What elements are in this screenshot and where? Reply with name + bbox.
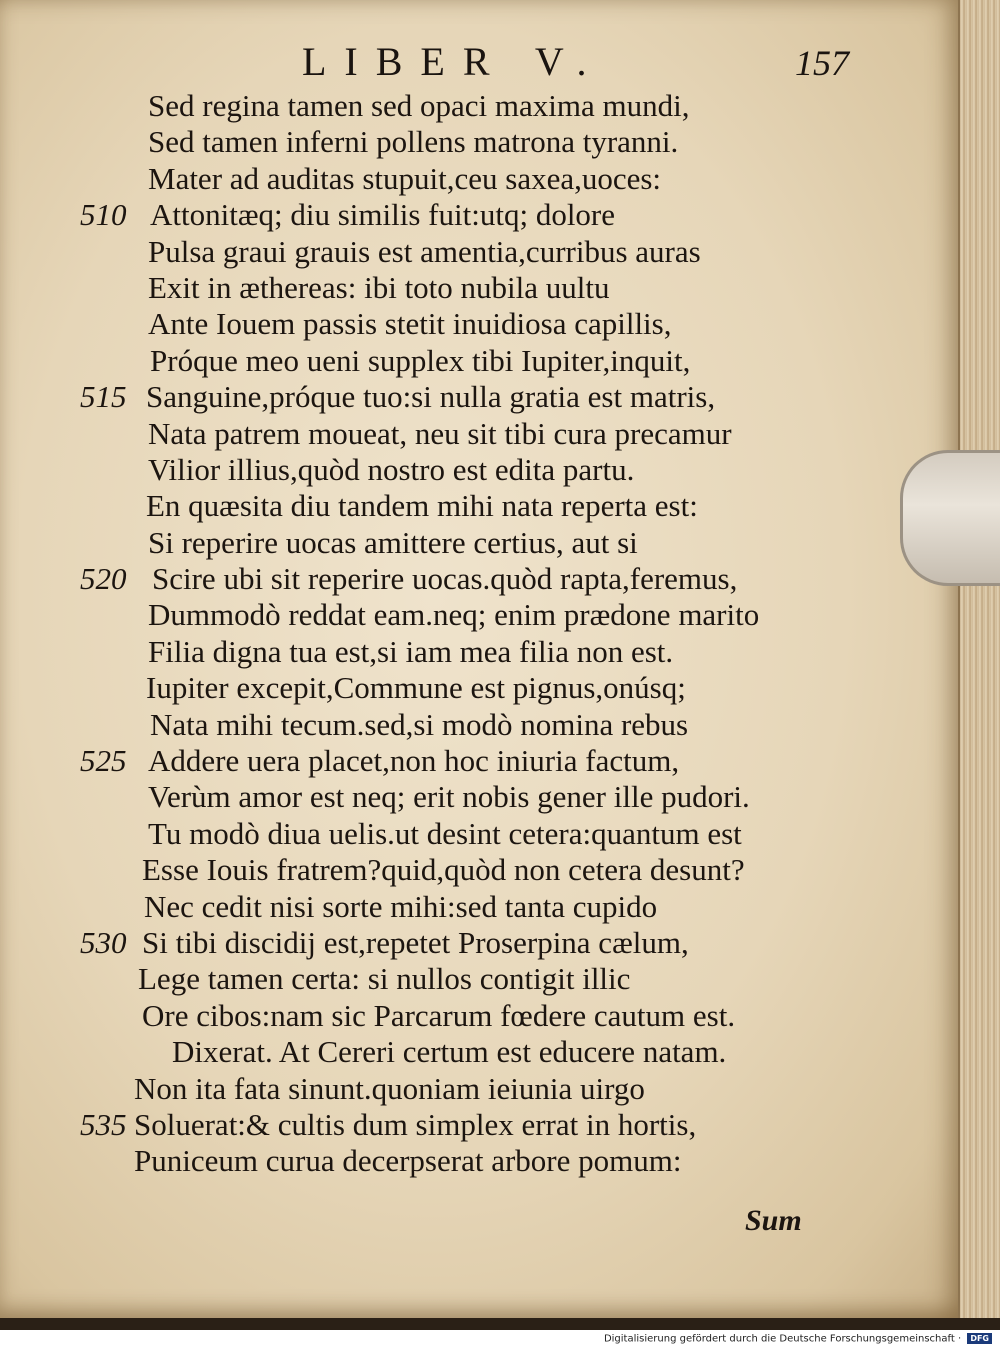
verse-text: Ante Iouem passis stetit inuidiosa capillis, [148, 306, 672, 342]
verse-line [0, 1034, 960, 1070]
credit-text: Digitalisierung gefördert durch die Deutsche Forschungsgemeinschaft · [603, 1333, 962, 1345]
verse-line [0, 234, 960, 270]
line-number: 510 [80, 197, 127, 233]
verse-text: Tu modò diua uelis.ut desint cetera:quantum est [148, 815, 742, 851]
line-number: 525 [80, 743, 127, 779]
verse-text: Sed tamen inferni pollens matrona tyranni. [148, 124, 679, 160]
page-edges [958, 0, 1000, 1318]
verse-line [0, 1071, 960, 1107]
verse-line [0, 124, 960, 160]
verse-line [0, 1143, 960, 1179]
verse-text: Attonitæq; diu similis fuit:utq; dolore [150, 197, 616, 233]
verse-text: Nata mihi tecum.sed,si modò nomina rebus [150, 706, 689, 742]
verse-text: Ore cibos:nam sic Parcarum fœdere cautum est. [142, 997, 736, 1033]
verse-line [0, 961, 960, 997]
verse-line [0, 889, 960, 925]
verse-text: Pulsa graui grauis est amentia,curribus auras [148, 233, 701, 269]
verse-text: Nata patrem moueat, neu sit tibi cura precamur [148, 415, 732, 451]
verse-line [0, 270, 960, 306]
verse-text: Scire ubi sit reperire uocas.quòd rapta,feremus, [152, 561, 738, 597]
verse-line [0, 561, 960, 597]
verse-line [0, 816, 960, 852]
verse-line [0, 670, 960, 706]
verse-text: Exit in æthereas: ibi toto nubila uultu [148, 269, 610, 305]
verse-line [0, 416, 960, 452]
verse-text: Si reperire uocas amittere certius, aut si [148, 524, 638, 560]
verse-text: Puniceum curua decerpserat arbore pomum: [134, 1143, 682, 1179]
verse-line [0, 779, 960, 815]
verse-text: Addere uera placet,non hoc iniuria factum, [148, 743, 680, 779]
dfg-logo: DFG [967, 1333, 992, 1344]
verse-text: Mater ad auditas stupuit,ceu saxea,uoces: [148, 160, 662, 196]
verse-line [0, 306, 960, 342]
verse-line [0, 634, 960, 670]
verse-text: Non ita fata sinunt.quoniam ieiunia uirgo [134, 1070, 645, 1106]
verse-line [0, 707, 960, 743]
verse-line [0, 743, 960, 779]
catchword: Sum [745, 1204, 802, 1237]
verse-line [0, 998, 960, 1034]
verse-line [0, 88, 960, 124]
verse-line [0, 488, 960, 524]
verse-line [0, 925, 960, 961]
verse-text: En quæsita diu tandem mihi nata reperta est: [146, 488, 698, 524]
verse-text: Nec cedit nisi sorte mihi:sed tanta cupido [144, 888, 658, 924]
verse-line [0, 525, 960, 561]
verse-line [0, 343, 960, 379]
page-number: 157 [795, 43, 849, 83]
line-number: 515 [80, 379, 127, 415]
verse-text: Sed regina tamen sed opaci maxima mundi, [148, 88, 690, 123]
running-title: LIBER V. [302, 39, 605, 84]
verse-text: Iupiter excepit,Commune est pignus,onúsq; [146, 670, 686, 706]
verse-text: Soluerat:& cultis dum simplex errat in hortis, [134, 1106, 697, 1142]
line-number: 520 [80, 561, 127, 597]
verse-text: Filia digna tua est,si iam mea filia non est. [148, 633, 674, 669]
verse-text: Esse Iouis fratrem?quid,quòd non cetera desunt? [142, 852, 745, 888]
verse-line [0, 597, 960, 633]
verse-text: Dixerat. At Cereri certum est educere natam. [172, 1034, 727, 1070]
verse-text: Vilior illius,quòd nostro est edita partu. [148, 451, 635, 487]
verse-text: Lege tamen certa: si nullos contigit illic [138, 961, 631, 997]
digitization-credit [604, 1333, 992, 1345]
verse-line [0, 452, 960, 488]
verse-line [0, 197, 960, 233]
verse-line [0, 852, 960, 888]
line-number: 530 [80, 924, 127, 960]
verse-text: Sanguine,próque tuo:si nulla gratia est matris, [146, 379, 716, 415]
verse-line [0, 1107, 960, 1143]
verse-text: Dummodò reddat eam.neq; enim prædone marito [148, 597, 760, 633]
verse-text: Verùm amor est neq; erit nobis gener ille pudori. [148, 779, 750, 815]
verse-line [0, 379, 960, 415]
verse-line [0, 161, 960, 197]
line-number: 535 [80, 1106, 127, 1142]
verse-text: Si tibi discidij est,repetet Proserpina cælum, [142, 924, 689, 960]
verse-text: Próque meo ueni supplex tibi Iupiter,inquit, [150, 342, 691, 378]
verse-block [0, 88, 960, 1180]
